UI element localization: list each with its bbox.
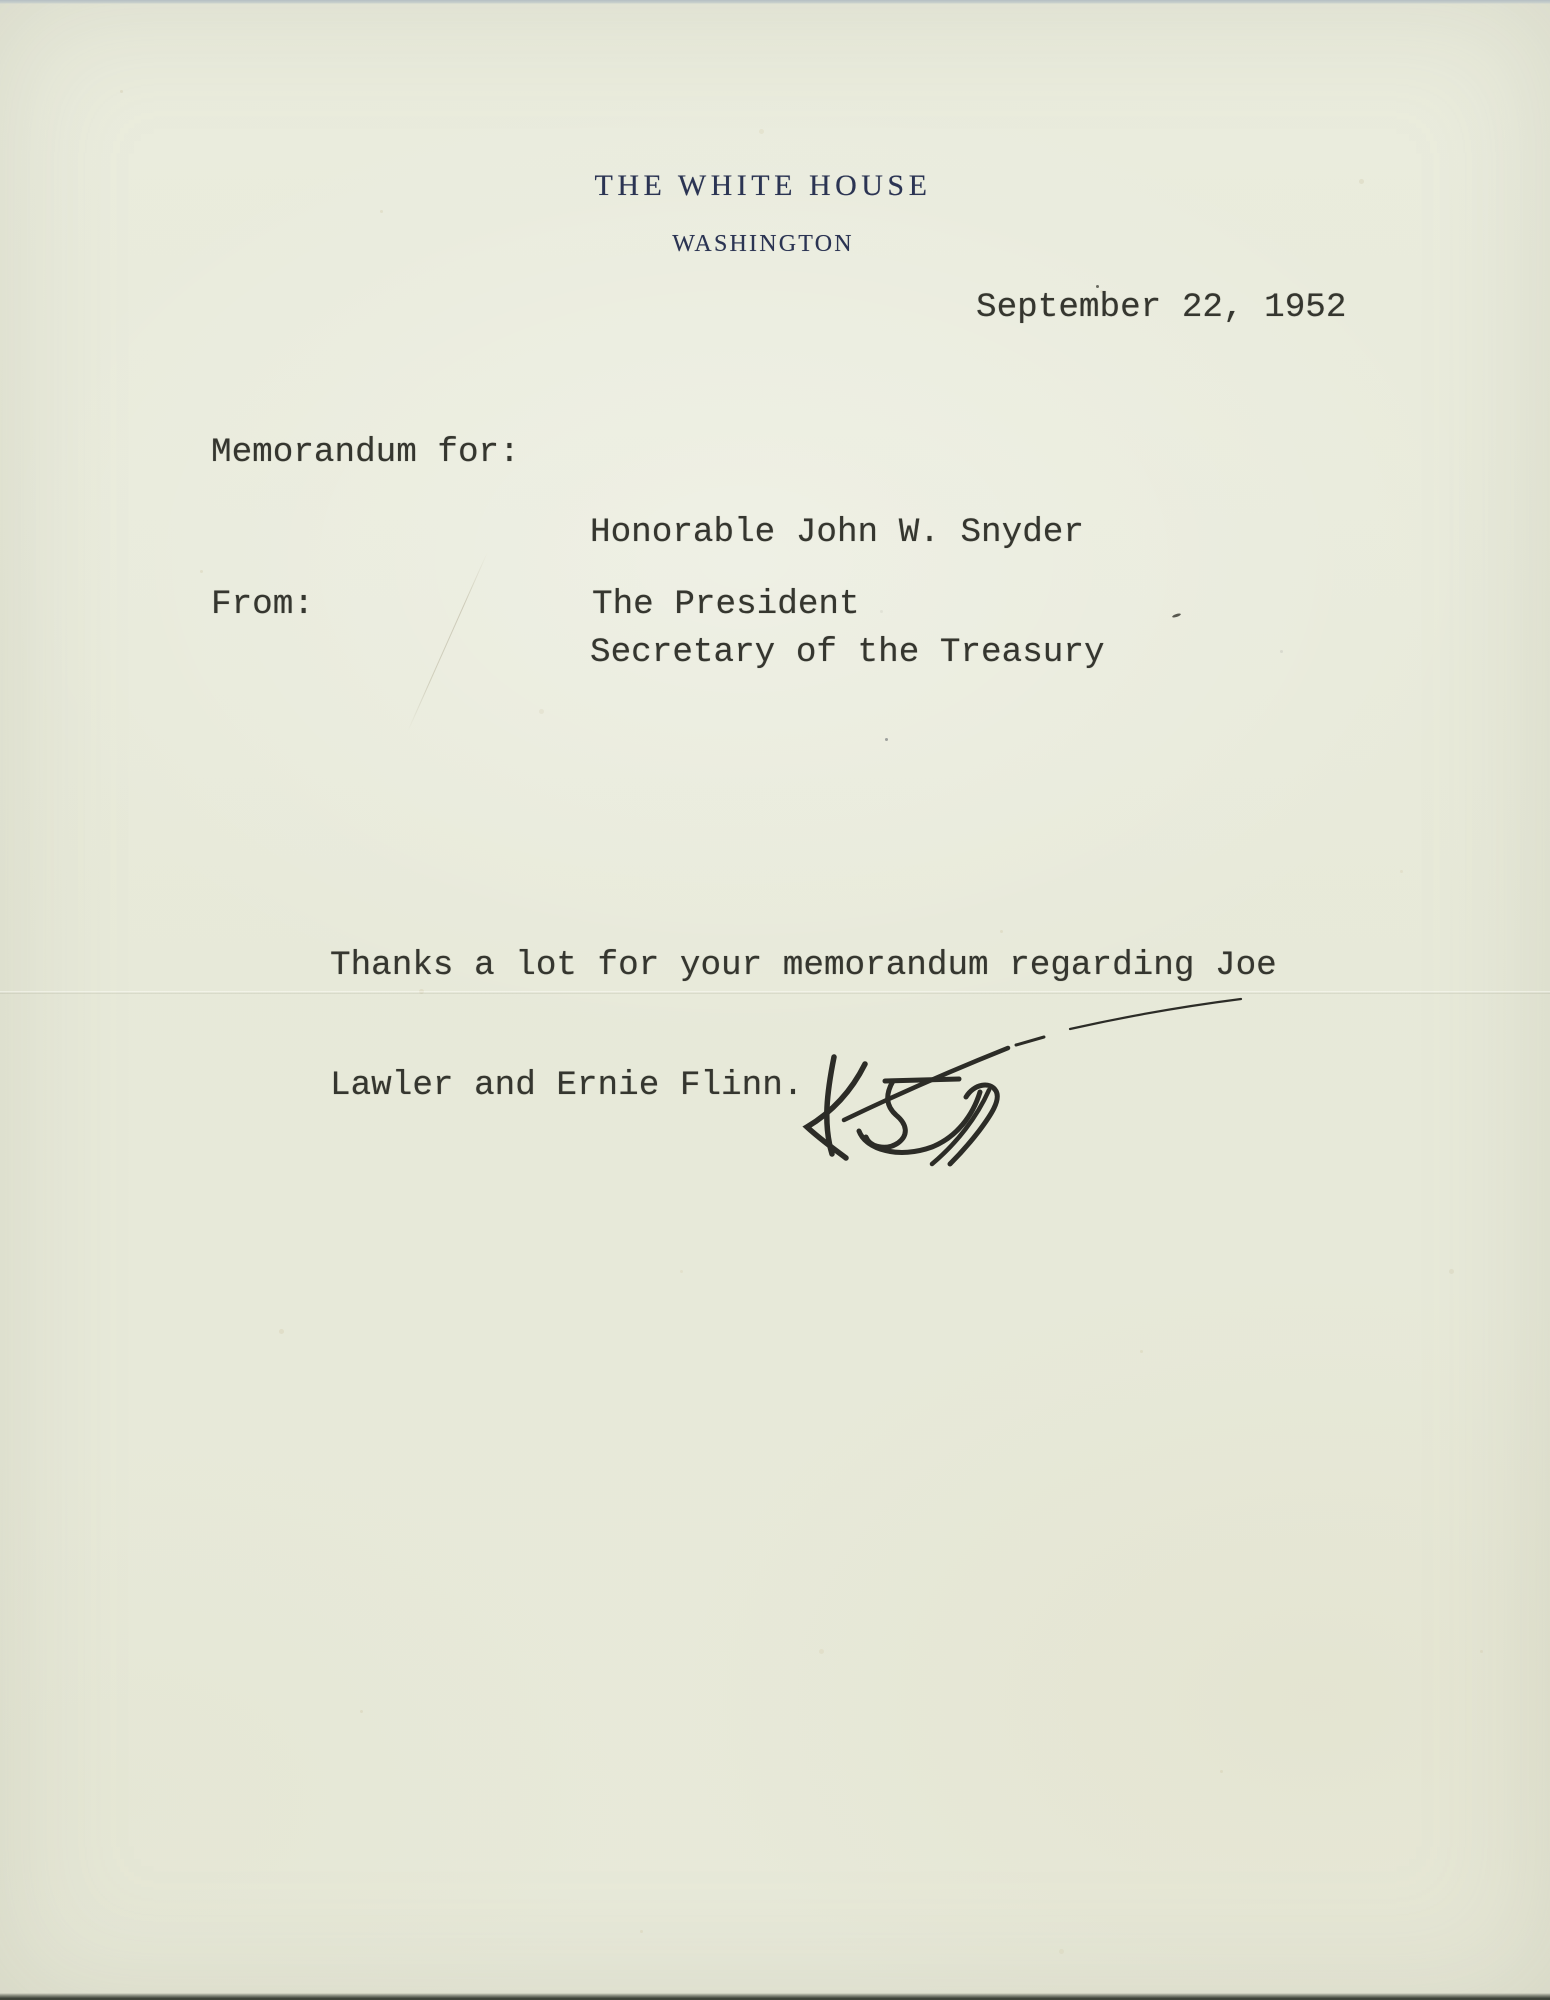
from-label: From: <box>211 585 314 624</box>
memo-for-label: Memorandum for: <box>211 433 520 472</box>
letterhead-organization: THE WHITE HOUSE <box>594 169 932 202</box>
recipient-title: Secretary of the Treasury <box>590 633 1105 672</box>
body-line: Thanks a lot for your memorandum regarding Joe <box>330 946 1277 985</box>
hst-signature <box>770 975 1270 1185</box>
from-value: The President <box>592 585 860 624</box>
date-line: September 22, 1952 <box>976 288 1347 327</box>
scan-edge-top <box>0 0 1550 4</box>
letterhead-location: WASHINGTON <box>672 231 854 257</box>
recipient-name: Honorable John W. Snyder <box>590 513 1084 552</box>
body-line: Lawler and Ernie Flinn. <box>330 1066 804 1105</box>
paper-speckles <box>120 90 123 93</box>
scan-edge-bottom <box>0 1993 1550 2000</box>
